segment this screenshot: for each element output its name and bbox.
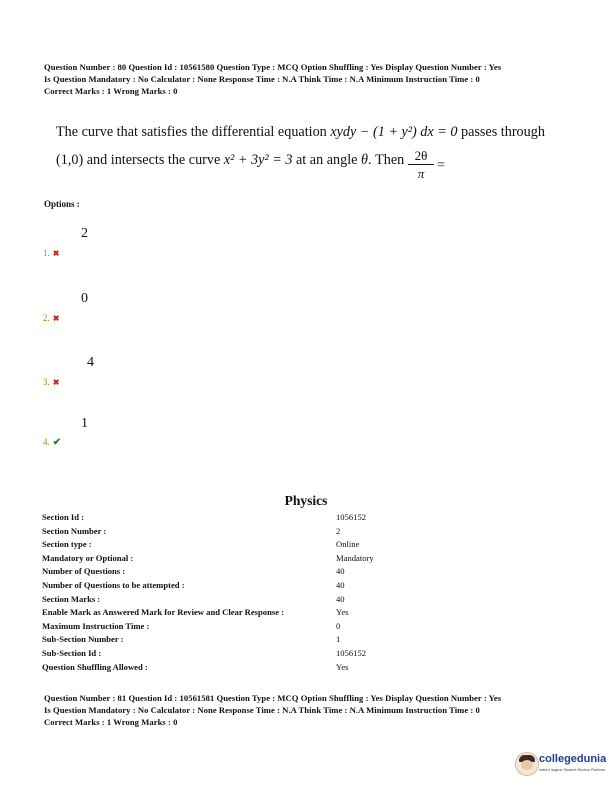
info-value: Yes [336,661,349,672]
info-row-number-of-questions [42,566,442,580]
info-value: Yes [336,607,349,618]
question-text-part: at an angle [292,152,361,168]
question-line-1 [56,124,545,140]
info-label: Section Number : [42,525,107,536]
option-1-value[interactable]: 2 [81,226,88,241]
mascot-face [521,760,533,770]
info-label: Enable Mark as Answered Mark for Review and Clear Response : [42,607,285,618]
option-2-number [43,313,59,323]
logo-tagline: India's largest Student Review Platform [539,768,606,772]
info-label: Mandatory or Optional : [42,552,134,563]
question-text-part: . Then [367,152,405,168]
info-row-enable-mark [42,607,442,621]
option-3-number [43,377,59,387]
cross-icon: ✖ [52,378,60,387]
meta-line: Is Question Mandatory : No Calculator : None Response Time : N.A Think Time : N.A Minimum Instruction Time : 0 [44,74,480,84]
meta-line: Question Number : 80 Question Id : 10561580 Question Type : MCQ Option Shuffling : Yes Display Question Number : Yes [44,62,502,72]
cross-icon: ✖ [52,249,60,258]
option-number: 1. [43,248,50,258]
fraction-numerator: 2θ [408,149,434,165]
info-label: Maximum Instruction Time : [42,620,150,631]
info-label: Section type : [42,539,92,550]
point: (1,0) [56,152,84,168]
info-row-section-type [42,539,442,553]
option-4-value[interactable]: 1 [81,416,88,431]
theta-symbol: θ [361,152,368,168]
collegedunia-logo [515,752,607,782]
info-row-mandatory [42,553,442,567]
info-value: Mandatory [336,552,374,563]
options-label: Options : [44,199,80,209]
info-row-question-shuffling [42,662,442,676]
option-3-value[interactable]: 4 [87,355,94,370]
info-value: 1 [336,634,341,645]
info-label: Sub-Section Id : [42,647,102,658]
info-label: Section Marks : [42,593,101,604]
info-label: Sub-Section Number : [42,634,124,645]
info-row-max-instruction-time [42,621,442,635]
option-1-number [43,248,59,258]
option-number: 4. [43,437,50,447]
info-value: 40 [336,566,345,577]
info-row-section-number [42,526,442,540]
question-line-2 [56,152,404,168]
info-label: Number of Questions : [42,566,126,577]
info-label: Number of Questions to be attempted : [42,579,185,590]
info-row-sub-section-number [42,634,442,648]
info-label: Section Id : [42,512,85,522]
check-icon: ✔ [52,437,62,448]
section-info-table [42,512,442,675]
option-4-number [43,437,61,448]
question-text-part: passes through [457,124,545,140]
meta-line: Correct Marks : 1 Wrong Marks : 0 [44,86,178,96]
question-80-metadata [44,61,584,97]
info-row-sub-section-id [42,648,442,662]
fraction-denominator: π [417,166,425,181]
differential-equation: xydy − (1 + y²) dx = 0 [330,124,458,140]
cross-icon: ✖ [52,314,60,323]
equals-sign: = [437,158,445,173]
question-81-metadata [44,692,584,728]
info-row-section-id [42,512,442,526]
info-row-questions-to-attempt [42,580,442,594]
info-value: 1056152 [336,512,367,522]
curve-equation: x² + 3y² = 3 [223,152,293,168]
question-text-part: and intersects the curve [83,152,224,168]
info-value: 1056152 [336,647,367,658]
info-value: 40 [336,579,345,590]
meta-line: Is Question Mandatory : No Calculator : None Response Time : N.A Think Time : N.A Minimum Instruction Time : 0 [44,705,480,715]
info-label: Question Shuffling Allowed : [42,661,148,672]
meta-line: Correct Marks : 1 Wrong Marks : 0 [44,717,178,727]
info-row-section-marks [42,594,442,608]
fraction-2theta-over-pi [408,149,434,181]
option-number: 3. [43,377,50,387]
info-value: 40 [336,593,345,604]
info-value: 0 [336,620,341,631]
meta-line: Question Number : 81 Question Id : 10561581 Question Type : MCQ Option Shuffling : Yes Display Question Number : Yes [44,693,502,703]
question-text-part: The curve that satisfies the differential equation [56,124,331,140]
option-number: 2. [43,313,50,323]
info-value: Online [336,539,360,550]
logo-name: collegedunia [539,753,607,765]
mascot-icon [515,752,539,776]
option-2-value[interactable]: 0 [81,291,88,306]
info-value: 2 [336,525,341,536]
section-title: Physics [284,493,328,508]
